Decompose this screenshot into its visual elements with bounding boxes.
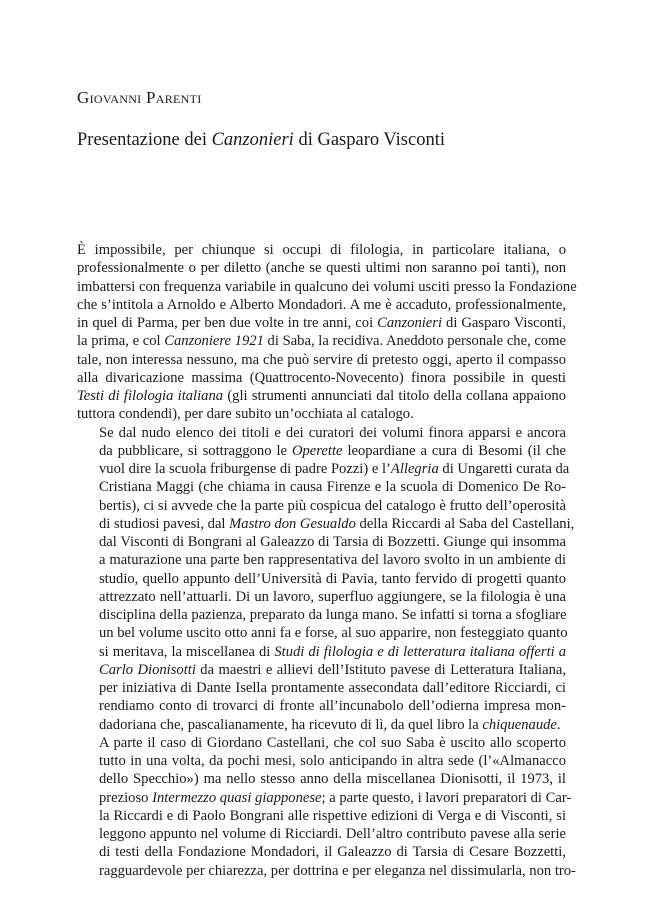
paragraph xyxy=(77,241,577,424)
text-line xyxy=(77,424,566,442)
text-line xyxy=(77,551,566,569)
italic-text: Mastro don Gesualdo xyxy=(229,515,356,532)
text-line xyxy=(77,862,576,880)
italic-text: chiquenaude xyxy=(482,716,557,733)
text-run: (gli strumenti annunciati dal titolo della collana appaiono xyxy=(223,388,566,404)
text-line xyxy=(77,734,566,752)
italic-text: Canzonieri xyxy=(377,315,443,331)
text-run: . xyxy=(556,716,561,733)
text-run: studio, quello appunto dell’Università di Pavia, tanto fervido di progetti quanto xyxy=(99,570,566,587)
text-line xyxy=(77,296,566,314)
text-line xyxy=(77,351,566,369)
text-run: tuttora condendi), per dare subito un’occhiata al catalogo. xyxy=(77,406,414,423)
text-run: ragguardevole per chiarezza, per dottrina e per eleganza nel dissimularla, non tro- xyxy=(99,862,576,879)
italic-text: Canzoniere 1921 xyxy=(164,333,264,350)
italic-text: Operette xyxy=(291,442,343,459)
text-run: della Riccardi al Saba del Castellani, xyxy=(355,515,575,532)
text-line xyxy=(77,369,566,387)
text-run: da pubblicare, si sottraggono le xyxy=(99,442,292,459)
text-line xyxy=(77,588,566,606)
text-run: imbattersi con frequenza variabile in qualcuno dei volumi usciti presso la Fondazione xyxy=(77,278,577,295)
author-name: Giovanni Parenti xyxy=(77,88,202,107)
text-run: professionalmente o per diletto (anche se questi ultimi non saranno poi tanti), non xyxy=(77,260,566,277)
text-line xyxy=(77,314,566,332)
text-run: di studiosi pavesi, dal xyxy=(99,515,230,532)
text-line xyxy=(77,624,566,642)
text-line xyxy=(77,278,577,296)
text-run: la prima, e col xyxy=(77,333,165,350)
text-run: a maturazione una parte ben rappresentativa del lavoro svolto in un ambiente di xyxy=(99,552,566,569)
text-run: di Saba, la recidiva. Aneddoto personale che, come xyxy=(263,333,567,350)
text-run: disciplina della pazienza, preparato da lunga mano. Se infatti si torna a sfogliare xyxy=(99,607,567,623)
text-run: leggono appunto nel volume di Ricciardi. Dell’altro contributo pavese alla serie xyxy=(99,826,566,842)
text-line xyxy=(77,442,566,460)
text-run: per iniziativa di Dante Isella prontamente assecondata dall’editore Ricciardi, ci xyxy=(99,680,566,696)
text-run: tale, non interessa nessuno, ma che può servire di pretesto oggi, aperto il compasso xyxy=(77,351,566,368)
text-line xyxy=(77,679,566,697)
italic-text: Carlo Dionisotti xyxy=(99,661,196,678)
text-line xyxy=(77,570,566,588)
text-run: si meritava, la miscellanea di xyxy=(99,643,275,660)
text-line xyxy=(77,515,575,533)
paragraph xyxy=(77,424,575,734)
text-run: che s’intitola a Arnoldo e Alberto Mondadori. A me è accaduto, professionalmente, xyxy=(77,296,566,313)
text-line xyxy=(77,405,566,423)
italic-text: Intermezzo quasi giapponese xyxy=(152,789,322,806)
text-run: da maestri e allievi dell’Istituto pavese di Letteratura Italiana, xyxy=(195,661,566,678)
text-line xyxy=(77,259,566,277)
text-run: È impossibile, per chiunque si occupi di filologia, in particolare italiana, o xyxy=(77,242,566,258)
italic-text: Testi di filologia italiana xyxy=(77,388,224,404)
text-run: vuol dire la scuola friburgense di padre Pozzi) e l’ xyxy=(99,461,391,477)
text-run: ; a parte questo, i lavori preparatori di Car- xyxy=(321,789,572,806)
text-line xyxy=(77,533,566,551)
text-line xyxy=(77,460,570,478)
text-line xyxy=(77,332,566,350)
title-suffix: di Gasparo Visconti xyxy=(293,130,445,150)
text-line xyxy=(77,716,566,734)
text-run: di Ungaretti curata da xyxy=(438,461,570,477)
text-run: dello Specchio») ma nello stesso anno della miscellanea Dionisotti, il 1973, il xyxy=(99,771,566,788)
text-line xyxy=(77,825,566,843)
article-title xyxy=(77,130,445,151)
title-italic: Canzonieri xyxy=(211,130,294,150)
text-run: dal Visconti di Bongrani al Galeazzo di Tarsia di Bozzetti. Giunge qui insomma xyxy=(99,534,566,550)
text-run: prezioso xyxy=(99,789,153,806)
text-run: di testi della Fondazione Mondadori, il Galeazzo di Tarsia di Cesare Bozzetti, xyxy=(99,844,566,861)
text-run: dadoriana che, pascalianamente, ha ricevuto di lì, da quel libro la xyxy=(99,716,483,733)
text-run: bertis), ci si avvede che la parte più cospicua del catalogo è frutto dell’operosità xyxy=(99,497,566,514)
text-line xyxy=(77,643,566,661)
text-run: un bel volume uscito otto anni fa e forse, al suo apparire, non festeggiato quanto xyxy=(99,625,568,642)
title-prefix: Presentazione dei xyxy=(77,130,212,150)
text-line xyxy=(77,807,566,825)
text-line xyxy=(77,478,566,496)
text-line xyxy=(77,697,566,715)
italic-text: Studi di filologia e di letteratura italiana offerti a xyxy=(274,643,566,660)
text-run: attrezzato nell’attuarli. Di un lavoro, superfluo aggiungere, se la filologia è una xyxy=(99,588,566,605)
text-run: Se dal nudo elenco dei titoli e dei curatori dei volumi finora apparsi e ancora xyxy=(99,424,566,441)
text-line xyxy=(77,843,566,861)
text-line xyxy=(77,497,566,515)
text-run: di Gasparo Visconti, xyxy=(442,315,566,331)
text-run: tutto in una volta, da pochi mesi, solo anticipando in altra sede (l’«Almanacco xyxy=(99,753,566,769)
text-run: Cristiana Maggi (che chiama in causa Firenze e la scuola di Domenico De Ro- xyxy=(99,479,566,496)
article-body xyxy=(77,241,577,880)
text-run: la Riccardi e di Paolo Bongrani alle rispettive edizioni di Verga e di Visconti, si xyxy=(99,807,566,824)
text-run: A parte il caso di Giordano Castellani, che col suo Saba è uscito allo scoperto xyxy=(99,734,566,751)
text-run: in quel di Parma, per ben due volte in tre anni, coi xyxy=(77,315,378,331)
text-run: leopardiane a cura di Besomi (il che xyxy=(342,442,566,459)
text-run: rendiamo conto di trovarci di fronte all’incunabolo dell’odierna impresa mon- xyxy=(99,698,566,715)
text-line xyxy=(77,606,566,624)
text-line xyxy=(77,789,572,807)
italic-text: Allegria xyxy=(390,461,439,477)
text-line xyxy=(77,770,566,788)
text-line xyxy=(77,241,566,259)
text-line xyxy=(77,752,566,770)
text-run: alla divaricazione massima (Quattrocento-Novecento) finora possibile in questi xyxy=(77,369,566,386)
text-line xyxy=(77,387,566,405)
text-line xyxy=(77,661,566,679)
paragraph xyxy=(77,734,576,880)
